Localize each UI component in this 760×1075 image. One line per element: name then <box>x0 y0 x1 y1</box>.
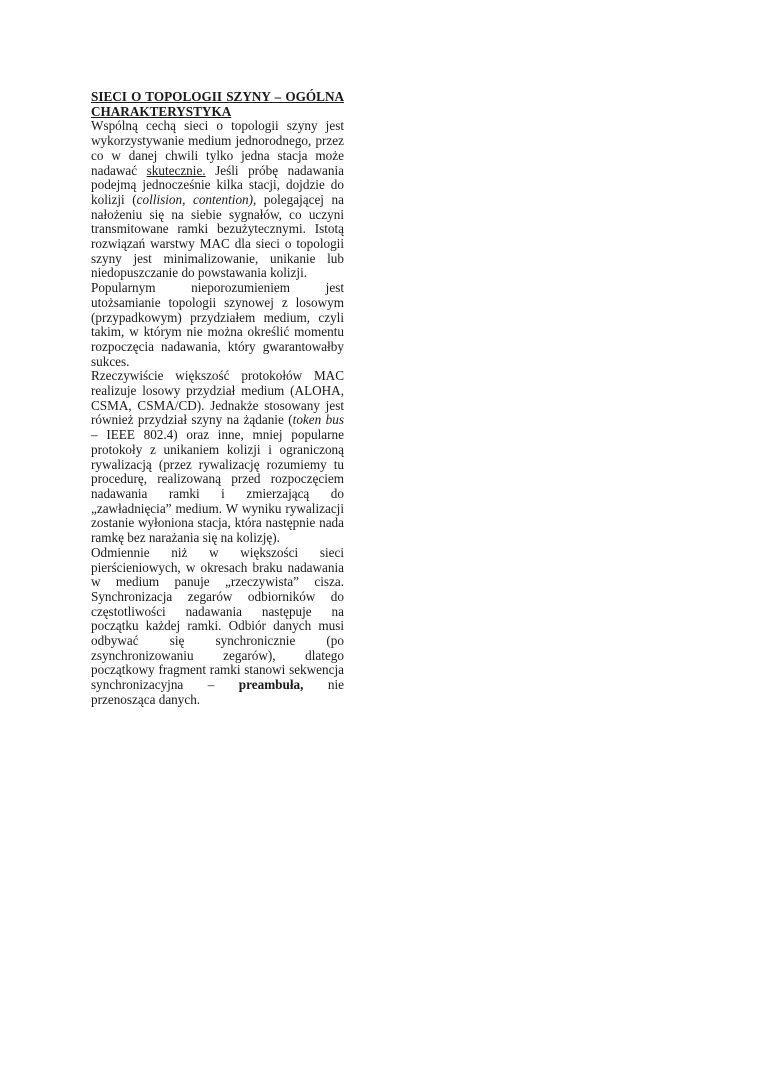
underlined-word: skutecznie. <box>146 162 206 178</box>
italic-term-token-bus: token bus <box>292 412 344 428</box>
paragraph-2: Popularnym nieporozumieniem jest utożsamianie topologii szynowej z losowym (przypadkowym) przydziałem medium, czyli takim, w którym nie można określić momentu rozpoczęcia nadawania, który gwarantowałby sukces. <box>91 280 344 369</box>
paragraph-3-text-a: Rzeczywiście większość protokołów MAC realizuje losowy przydział medium (ALOHA, CSMA, CSMA/CD). Jednakże stosowany jest również przydział szyny na żądanie ( <box>91 368 344 428</box>
paragraph-4 <box>91 546 344 708</box>
paragraph-3-text-b: – IEEE 802.4) oraz inne, mniej popularne protokoły z unikaniem kolizji i ograniczoną rywalizacją (przez rywalizację rozumiemy tu procedurę, realizowaną przed rozpoczęciem nadawania ramki i zmierzającą do „zawładnięcia” medium. W wyniku rywalizacji zostanie wyłoniona stacja, która następnie nada ramkę bez narażania się na kolizję). <box>91 427 344 546</box>
section-title: SIECI O TOPOLOGII SZYNY – OGÓLNA CHARAKTERYSTYKA <box>91 89 344 119</box>
paragraph-1-text-b: Jeśli próbę nadawania podejmą jednocześnie kilka stacji, dojdzie do kolizji ( <box>91 162 344 207</box>
paragraph-1-text-c: polegającej na nałożeniu się na siebie sygnałów, co uczyni transmitowane ramki bezużytecznymi. Istotą rozwiązań warstwy MAC dla sieci o topologii szyny jest minimalizowanie, unikanie lub niedopuszczanie do powstawania kolizji. <box>91 191 344 281</box>
italic-terms: collision, contention), <box>136 191 257 207</box>
paragraph-4-text-b: nie przenosząca danych. <box>91 677 344 707</box>
paragraph-4-text-a: Odmiennie niż w większości sieci pierścieniowych, w okresach braku nadawania w medium panuje „rzeczywista” cisza. Synchronizacja zegarów odbiorników do częstotliwości nadawania następuje na początku każdej ramki. Odbiór danych musi odbywać się synchronicznie (po zsynchronizowaniu zegarów), dlatego początkowy fragment ramki stanowi sekwencja synchronizacyjna – <box>91 544 344 693</box>
text-column <box>91 90 344 708</box>
paragraph-3 <box>91 369 344 545</box>
bold-term-preambula: preambuła, <box>238 677 304 693</box>
paragraph-1 <box>91 119 344 281</box>
paragraph-1-text-a: Wspólną cechą sieci o topologii szyny jest wykorzystywanie medium jednorodnego, przez co w danej chwili tylko jedna stacja może nadawać <box>91 118 344 178</box>
